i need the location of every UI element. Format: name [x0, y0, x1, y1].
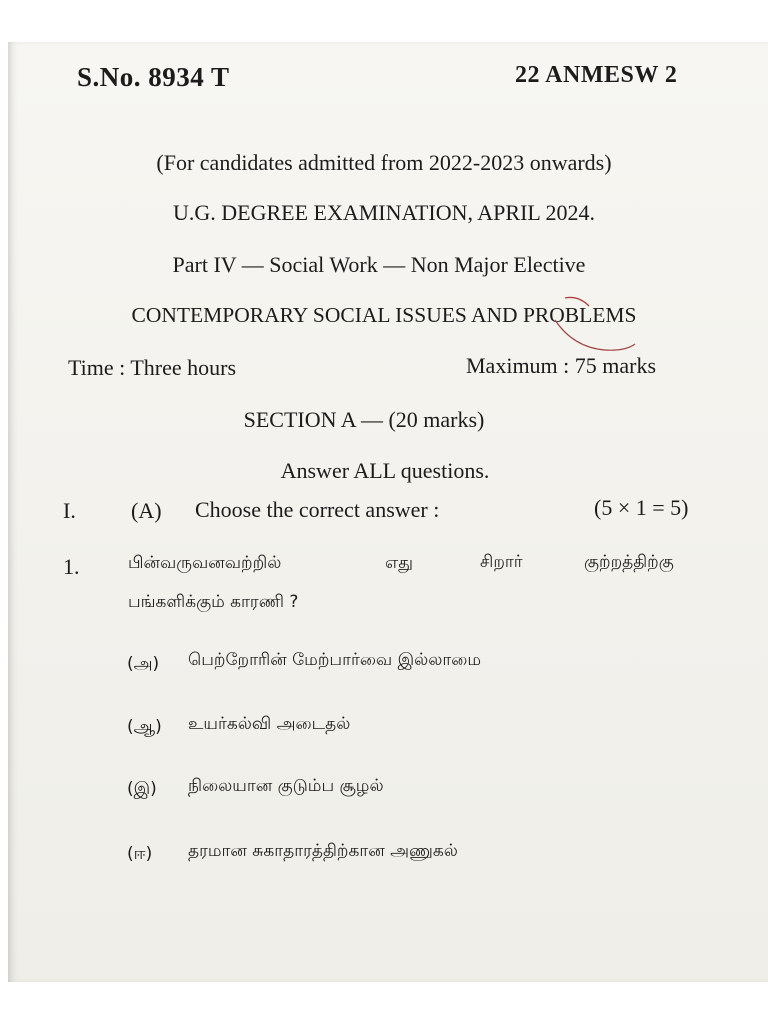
option-label: (ஈ): [127, 844, 153, 864]
question-word: சிறார்: [480, 552, 523, 572]
part-letter: (A): [131, 498, 162, 523]
option-text: நிலையான குடும்ப சூழல்: [188, 776, 384, 796]
part-marks: (5 × 1 = 5): [594, 495, 689, 520]
section-instruction: Answer ALL questions.: [280, 458, 490, 483]
option-text: தரமான சுகாதாரத்திற்கான அணுகல்: [188, 841, 458, 861]
roman-numeral: I.: [63, 498, 76, 523]
option-label: (அ): [127, 654, 160, 674]
question-word: குற்றத்திற்கு: [584, 552, 674, 572]
part-title: Part IV — Social Work — Non Major Elective: [172, 252, 586, 277]
serial-number: S.No. 8934 T: [77, 62, 230, 92]
section-title: SECTION A — (20 marks): [243, 407, 485, 432]
maximum-marks: Maximum : 75 marks: [466, 353, 657, 378]
exam-name: U.G. DEGREE EXAMINATION, APRIL 2024.: [172, 200, 596, 225]
option-text: உயர்கல்வி அடைதல்: [188, 714, 351, 734]
option-label: (ஆ): [127, 717, 162, 737]
question-number: 1.: [63, 554, 80, 579]
admission-note: (For candidates admitted from 2022-2023 onwards): [156, 150, 612, 175]
question-word: எது: [385, 553, 414, 573]
time-allowed: Time : Three hours: [68, 355, 237, 380]
question-line-2: பங்களிக்கும் காரணி ?: [128, 592, 299, 612]
course-code: 22 ANMESW 2: [515, 62, 678, 88]
part-instruction: Choose the correct answer :: [195, 497, 440, 522]
subject-title: CONTEMPORARY SOCIAL ISSUES AND PROBLEMS: [131, 303, 637, 327]
option-label: (இ): [127, 779, 157, 799]
question-word: பின்வருவனவற்றில்: [128, 553, 282, 573]
option-text: பெற்றோரின் மேற்பார்வை இல்லாமை: [188, 650, 482, 670]
